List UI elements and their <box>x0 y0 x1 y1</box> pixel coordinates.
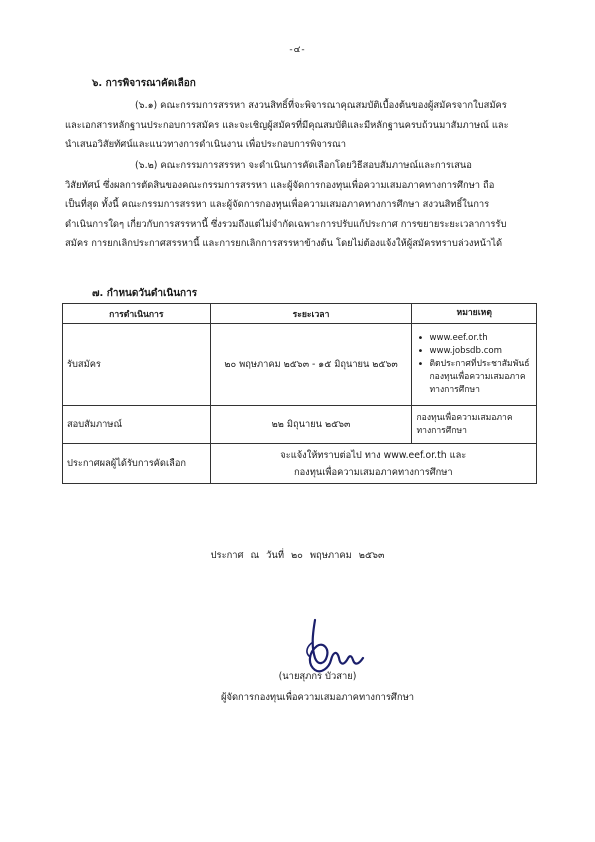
table-row <box>63 406 537 444</box>
table-row <box>63 324 537 406</box>
header-activity: การดำเนินการ <box>63 304 211 324</box>
p1-line-2: และเอกสารหลักฐานประกอบการสมัคร และจะเชิญผู้สมัครที่มีคุณสมบัติและมีหลักฐานครบถ้วนมาสัมภาษณ์ และ <box>65 119 509 131</box>
row2-note: กองทุนเพื่อความเสมอภาคทางการศึกษา <box>412 406 537 444</box>
p2-line-1: (๖.๒) คณะกรรมการสรรหา จะดำเนินการคัดเลือกโดยวิธีสอบสัมภาษณ์และการเสนอ <box>135 160 472 171</box>
row3-note-line-2: กองทุนเพื่อความเสมอภาคทางการศึกษา <box>293 466 453 478</box>
row1-period: ๒๐ พฤษภาคม ๒๕๖๓ - ๑๕ มิถุนายน ๒๕๖๓ <box>210 324 412 406</box>
note-board: • ติดประกาศที่ประชาสัมพันธ์กองทุนเพื่อความเสมอภาคทางการศึกษา <box>426 358 532 397</box>
notes-list <box>416 332 532 397</box>
row1-activity: รับสมัคร <box>63 324 211 406</box>
row2-period: ๒๒ มิถุนายน ๒๕๖๓ <box>210 406 412 444</box>
announcement-date: ประกาศ ณ วันที่ ๒๐ พฤษภาคม ๒๕๖๓ <box>210 550 385 561</box>
p1-line-3: นำเสนอวิสัยทัศน์และแนวทางการดำเนินงาน เพื่อประกอบการพิจารณา <box>65 139 347 150</box>
signer-title: ผู้จัดการกองทุนเพื่อความเสมอภาคทางการศึกษา <box>220 692 415 703</box>
row3-merged-note <box>210 444 536 484</box>
signer-name: (นายสุภกร บัวสาย) <box>278 671 357 682</box>
p2-line-5: สมัคร การยกเลิกประกาศสรรหานี้ และการยกเลิกการสรรหาข้างต้น โดยไม่ต้องแจ้งให้ผู้สมัครทราบล่วงหน้าได้ <box>65 238 503 249</box>
row2-activity: สอบสัมภาษณ์ <box>63 406 211 444</box>
section-7-heading: ๗. กำหนดวันดำเนินการ <box>92 288 198 299</box>
row3-note-line-1: จะแจ้งให้ทราบต่อไป ทาง www.eef.or.th และ <box>280 449 467 461</box>
header-period: ระยะเวลา <box>210 304 412 324</box>
note-link-eef[interactable]: • www.eef.or.th <box>426 332 532 345</box>
p2-line-4: ดำเนินการใดๆ เกี่ยวกับการสรรหานี้ ซึ่งรวมถึงแต่ไม่จำกัดเฉพาะการปรับแก้ประกาศ การขยายระยะเวลาการรับ <box>65 218 507 230</box>
p1-line-1: (๖.๑) คณะกรรมการสรรหา สงวนสิทธิ์ที่จะพิจารณาคุณสมบัติเบื้องต้นของผู้สมัครจากใบสมัคร <box>135 100 507 111</box>
section-6-paragraph-2 <box>65 156 540 254</box>
page-number: -๔- <box>289 45 306 55</box>
row1-notes <box>412 324 537 406</box>
table-header-row <box>63 304 537 324</box>
table-row <box>63 444 537 484</box>
p2-line-2: วิสัยทัศน์ ซึ่งผลการตัดสินของคณะกรรมการสรรหา และผู้จัดการกองทุนเพื่อความเสมอภาคทางการศึกษา ถือ <box>65 179 495 191</box>
note-link-jobsdb[interactable]: • www.jobsdb.com <box>426 345 532 358</box>
schedule-table <box>62 303 537 484</box>
header-notes: หมายเหตุ <box>412 304 537 324</box>
section-6-heading: ๖. การพิจารณาคัดเลือก <box>92 78 196 89</box>
p2-line-3: เป็นที่สุด ทั้งนี้ คณะกรรมการสรรหา และผู้จัดการกองทุนเพื่อความเสมอภาคทางการศึกษา สงวนสิทธิ์ในการ <box>65 199 490 210</box>
row3-activity: ประกาศผลผู้ได้รับการคัดเลือก <box>63 444 211 484</box>
section-6-paragraph-1 <box>65 96 540 155</box>
